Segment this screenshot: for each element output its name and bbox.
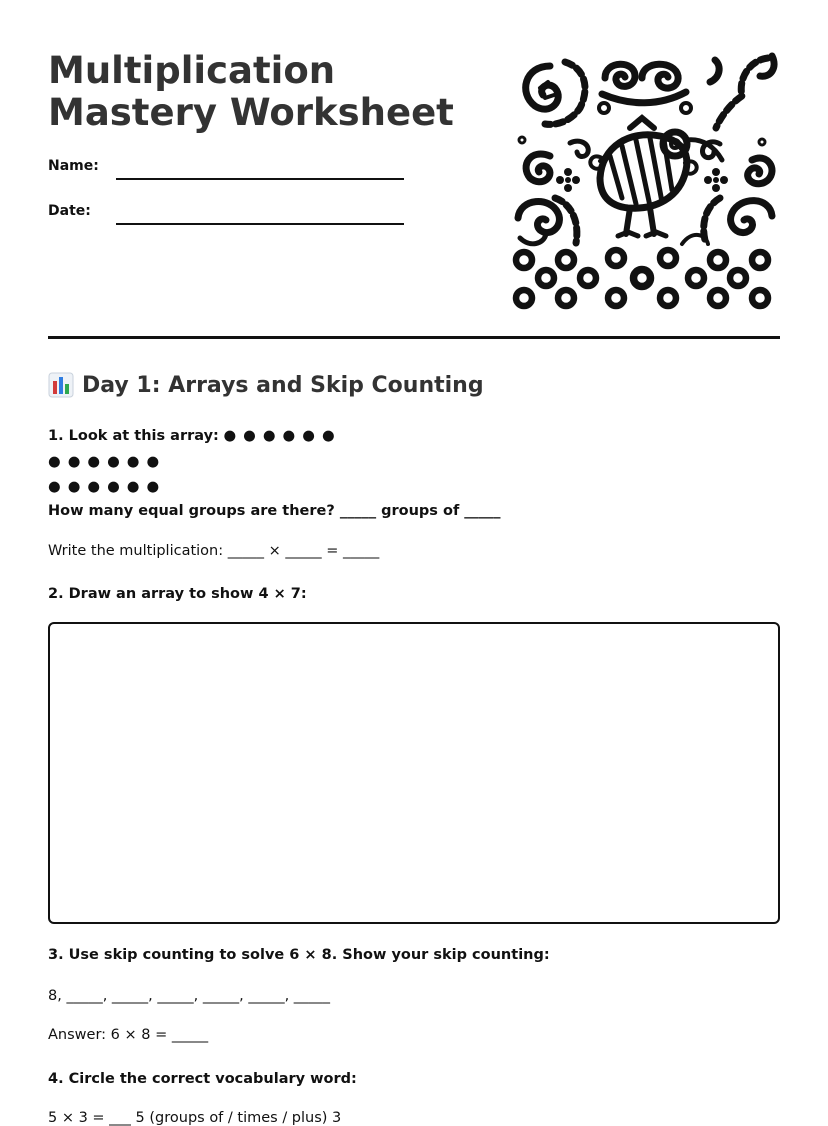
groups-question[interactable]: How many equal groups are there? _____ groups of _____: [48, 503, 501, 519]
section-heading-day-1: [48, 372, 484, 398]
question-3-answer[interactable]: Answer: 6 × 8 = _____: [48, 1027, 209, 1043]
name-field[interactable]: [48, 158, 408, 182]
bar-chart-icon: [48, 372, 74, 398]
array-row-2: ● ● ● ● ● ●: [48, 454, 161, 470]
section-heading-text: Day 1: Arrays and Skip Counting: [82, 372, 484, 398]
array-row-3: ● ● ● ● ● ●: [48, 479, 161, 495]
skip-counting-sequence[interactable]: 8, _____, _____, _____, _____, _____, _____: [48, 988, 331, 1004]
write-multiplication-line[interactable]: Write the multiplication: _____ × _____ = _____: [48, 543, 380, 559]
date-label: Date:: [48, 203, 91, 219]
question-2-prompt: 2. Draw an array to show 4 × 7:: [48, 586, 307, 602]
worksheet-title: Multiplication Mastery Worksheet: [48, 49, 454, 134]
array-row-1: ● ● ● ● ● ●: [223, 428, 336, 444]
question-1-prompt-line: [48, 428, 336, 444]
kiwi-bird-pattern-art: [510, 48, 780, 314]
header-divider: [48, 336, 780, 339]
array-drawing-box[interactable]: [48, 622, 780, 924]
question-4-prompt: 4. Circle the correct vocabulary word:: [48, 1071, 357, 1087]
date-field[interactable]: [48, 203, 408, 227]
question-3-prompt: 3. Use skip counting to solve 6 × 8. Show your skip counting:: [48, 947, 550, 963]
vocabulary-choice-line[interactable]: 5 × 3 = ___ 5 (groups of / times / plus) 3: [48, 1110, 342, 1126]
name-label: Name:: [48, 158, 99, 174]
name-blank-line[interactable]: [116, 178, 404, 180]
date-blank-line[interactable]: [116, 223, 404, 225]
question-1-prompt: 1. Look at this array:: [48, 428, 219, 444]
